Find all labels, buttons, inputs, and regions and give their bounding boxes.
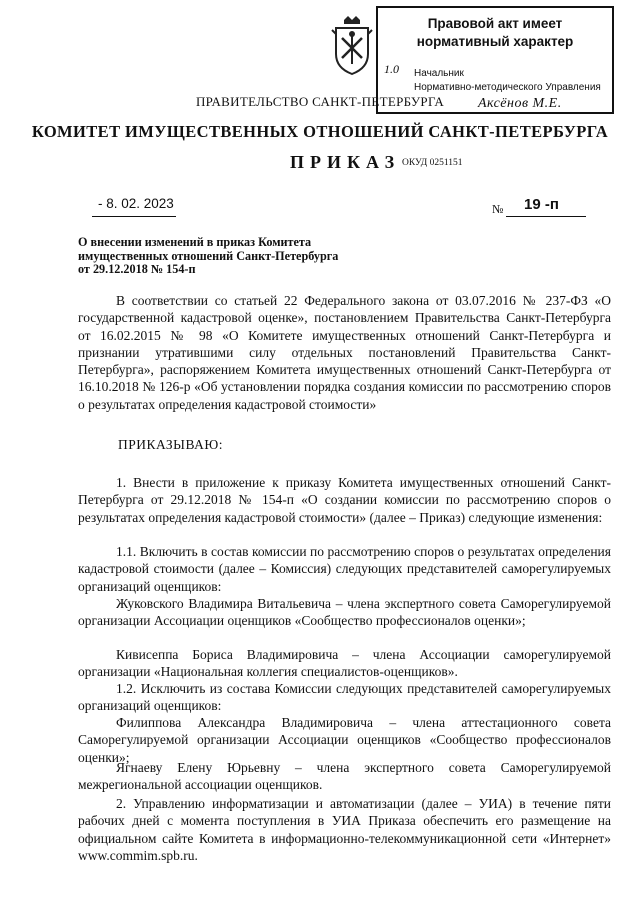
order-date: - 8. 02. 2023	[98, 196, 174, 211]
saint-petersburg-emblem	[330, 14, 374, 76]
government-title: ПРАВИТЕЛЬСТВО САНКТ-ПЕТЕРБУРГА	[195, 94, 445, 109]
number-sign: №	[492, 202, 504, 216]
stamp-position-line-1: Начальник	[414, 68, 464, 79]
clause-1-2-member-b: Ягнаеву Елену Юрьевну – члена экспертного совета Саморегулируемой межрегиональной ассоциации оценщиков.	[78, 760, 611, 793]
number-underline	[506, 216, 586, 217]
subject-line: имущественных отношений Санкт-Петербурга	[78, 248, 339, 263]
preamble-paragraph: В соответствии со статьей 22 Федерального закона от 03.07.2016 № 237-ФЗ «О государственной кадастровой оценке», постановлением Правительства Санкт-Петербурга от 16.02.2015 № 98 «О Комитете имущественных отношений Санкт-Петербурга и признании утратившими силу отдельных постановлений Правительства Санкт-Петербурга», распоряжением Комитета имущественных отношений Санкт-Петербурга от 16.10.2018 № 126-р «Об установлении порядка создания комиссии по рассмотрению споров о результатах определения кадастровой стоимости»	[78, 293, 611, 412]
stamp-position-line-2: Нормативно-методического Управления	[414, 82, 601, 93]
okud-code: ОКУД 0251151	[402, 158, 463, 168]
prikazyvayu-heading: ПРИКАЗЫВАЮ:	[118, 437, 223, 452]
clause-1-2-member-a: Филиппова Александра Владимировича – члена аттестационного совета Саморегулируемой организации Ассоциации оценщиков «Сообщество профессионалов оценки»;	[78, 715, 611, 765]
handwritten-signature: Аксёнов М.Е.	[478, 96, 562, 111]
subject-line: от 29.12.2018 № 154-п	[78, 262, 196, 277]
document-type: ПРИКАЗ	[290, 152, 401, 172]
stamp-handwritten-note: 1.0	[384, 62, 399, 76]
stamp-line-1: Правовой акт имеет	[427, 16, 563, 31]
clause-1-1-member-a: Жуковского Владимира Витальевича – члена экспертного совета Саморегулируемой организации Ассоциации оценщиков «Сообщество профессионалов оценки»;	[78, 596, 611, 629]
clause-2: 2. Управлению информатизации и автоматизации (далее – УИА) в течение пяти рабочих дней с момента поступления в УИА Приказа обеспечить его размещение на официальном сайте Комитета в информационно-телекоммуникационной сети «Интернет» www.commim.spb.ru.	[78, 796, 611, 863]
clause-1-1: 1.1. Включить в состав комиссии по рассмотрению споров о результатах определения кадастровой стоимости (далее – Комиссия) следующих представителей саморегулируемых организаций оценщиков:	[78, 544, 611, 594]
date-underline	[92, 216, 176, 217]
order-number: 19 -п	[524, 196, 559, 213]
committee-title: КОМИТЕТ ИМУЩЕСТВЕННЫХ ОТНОШЕНИЙ САНКТ-ПЕТЕРБУРГА	[31, 122, 609, 141]
clause-1: 1. Внести в приложение к приказу Комитета имущественных отношений Санкт-Петербурга от 29.12.2018 № 154-п «О создании комиссии по рассмотрению споров о результатах определения кадастровой стоимости» (далее – Приказ) следующие изменения:	[78, 475, 611, 525]
clause-1-1-member-b: Кивисеппа Бориса Владимировича – члена Ассоциации саморегулируемой организации «Национальная коллегия специалистов-оценщиков».	[78, 647, 611, 680]
subject-line: О внесении изменений в приказ Комитета	[78, 235, 312, 249]
order-subject	[78, 236, 378, 277]
stamp-line-2: нормативный характер	[416, 34, 574, 49]
clause-1-2: 1.2. Исключить из состава Комиссии следующих представителей саморегулируемых организаций оценщиков:	[78, 681, 611, 714]
